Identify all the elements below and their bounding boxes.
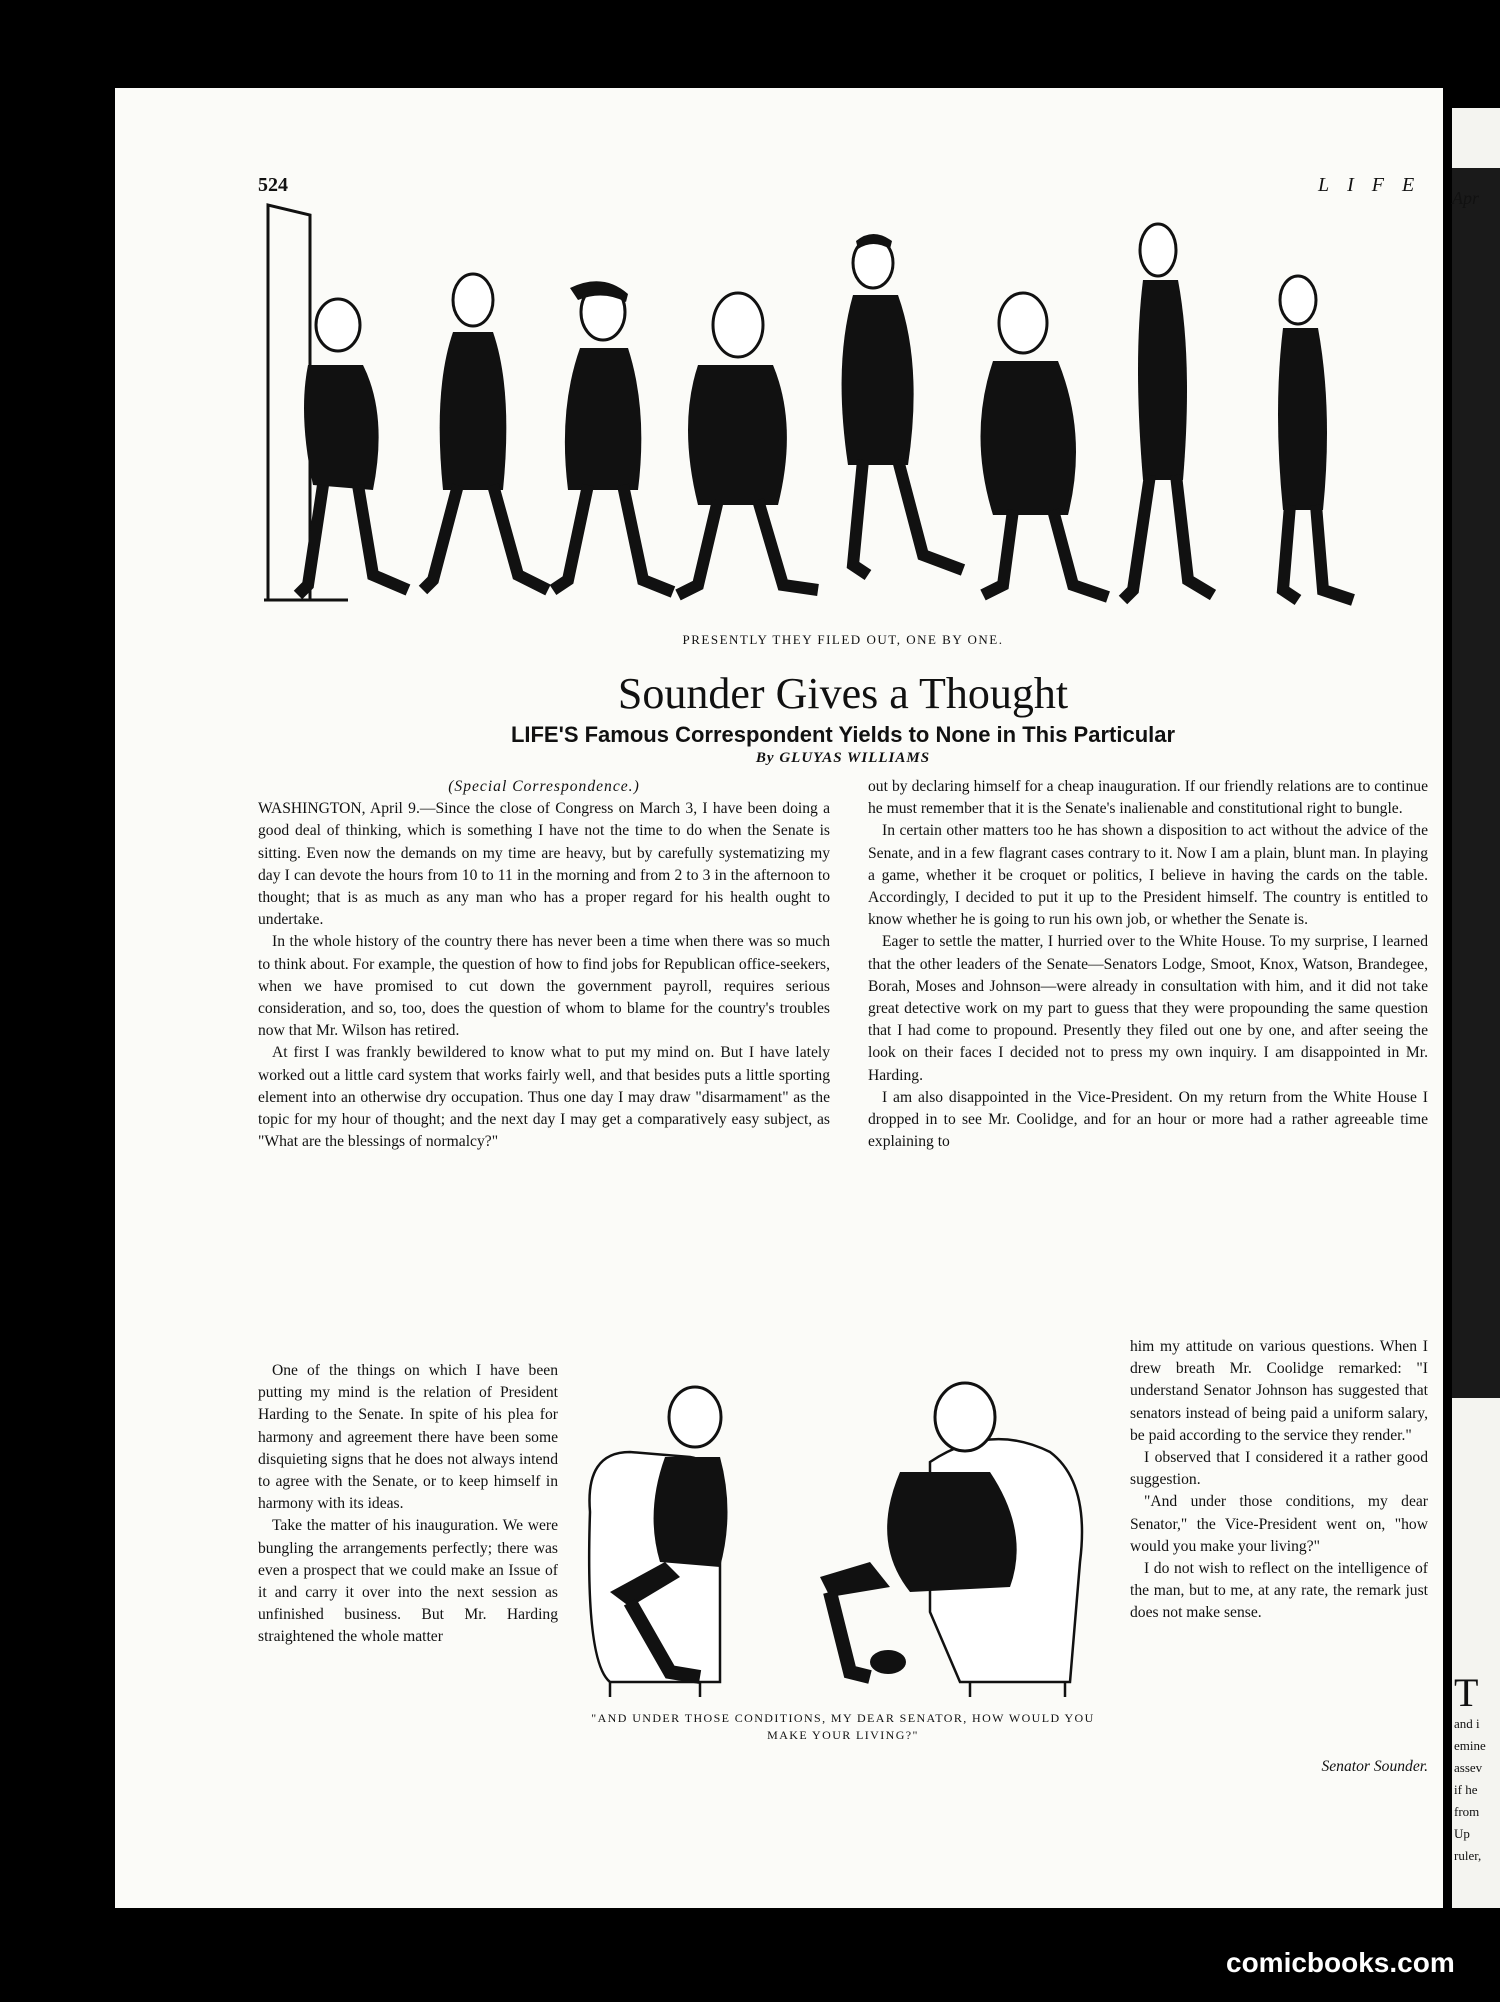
top-hat-icon	[870, 1650, 906, 1674]
adjacent-page-strip	[1452, 108, 1500, 1908]
senator-figure-4	[678, 293, 818, 595]
senator-figure-1	[298, 299, 408, 595]
adjacent-fragment: assev	[1454, 1760, 1483, 1775]
article-subtitle: LIFE'S Famous Correspondent Yields to None in This Particular	[510, 722, 1176, 747]
bottom-cartoon-caption: "AND UNDER THOSE CONDITIONS, MY DEAR SENATOR, HOW WOULD YOU MAKE YOUR LIVING?"	[591, 1711, 1095, 1742]
adjacent-fragment: emine	[1454, 1738, 1486, 1753]
paragraph: One of the things on which I have been putting my mind is the relation of President Harding to the Senate. In spite of his plea for harmony and agreement there have been some disquieting signs that he does not always intend to agree with the Senate, or to keep himself in harmony with its ideas.	[258, 1362, 558, 1513]
article-title: Sounder Gives a Thought	[617, 669, 1069, 718]
adjacent-page-dropcap: T	[1454, 1670, 1479, 1715]
article-left-column	[258, 776, 830, 1153]
article-byline: By GLUYAS WILLIAMS	[755, 750, 931, 766]
paragraph: I observed that I considered it a rather good suggestion.	[1130, 1449, 1428, 1489]
paragraph: "And under those conditions, my dear Senator," the Vice-President went on, "how would you make your living?"	[1130, 1493, 1428, 1555]
adjacent-fragment: from	[1454, 1804, 1480, 1819]
paragraph: In certain other matters too he has shown a disposition to act without the advice of the Senate, and in a few flagrant cases contrary to it. Now I am a plain, blunt man. In playing a game, whether it be croquet or politics, I believe in having the cards on the table. Accordingly, I decided to put it up to the President himself. The country is entitled to know whether he is going to run his own job, or whether the Senate is.	[868, 822, 1428, 929]
dateline-note: (Special Correspondence.)	[448, 778, 640, 795]
paragraph: Eager to settle the matter, I hurried over to the White House. To my surprise, I learned that the other leaders of the Senate—Senators Lodge, Smoot, Knox, Watson, Brandegee, Borah, Moses and Johnson—were already in consultation with him, and it did not take great detective work on my part to guess that they were propounding the same question that I had come to propound. Presently they filed out one by one, and after seeing the look on their faces I decided not to press my own inquiry. I am disappointed in Mr. Harding.	[868, 933, 1428, 1084]
armchair-conversation-cartoon	[570, 1362, 1110, 1708]
adjacent-page-text	[1454, 1713, 1486, 1867]
paragraph: Take the matter of his inauguration. We were bungling the arrangements perfectly; there was even a prospect that we could make an Issue of it and carry it over into the next session as unfinished business. But Mr. Harding straightened the whole matter	[258, 1517, 558, 1646]
adjacent-fragment: and i	[1454, 1716, 1480, 1731]
article-right-column	[868, 776, 1428, 1153]
article-left-narrow-column	[258, 1360, 558, 1649]
article-signature: Senator Sounder.	[1321, 1758, 1428, 1775]
adjacent-page-header: Apr	[1452, 188, 1479, 208]
adjacent-fragment: if he	[1454, 1782, 1478, 1797]
paragraph: him my attitude on various questions. When I drew breath Mr. Coolidge remarked: "I understand Senator Johnson has suggested that senators instead of being paid a uniform salary, be paid according to the service they render."	[1130, 1338, 1428, 1444]
paragraph: WASHINGTON, April 9.—Since the close of Congress on March 3, I have been doing a good deal of thinking, which is something I have not the time to do when the Senate is sitting. Even now the demands on my time are heavy, but by carefully systematizing my day I can devote the hours from 10 to 11 in the morning and from 2 to 3 in the afternoon to thought; that is as much as any man who has a proper regard for his health ought to undertake.	[258, 800, 830, 929]
adjacent-page-illustration	[1452, 168, 1500, 1398]
paragraph: In the whole history of the country there has never been a time when there was so much to think about. For example, the question of how to find jobs for Republican office-seekers, when we have promised to cut down the government payroll, requires serious consideration, and so, too, does the question of whom to blame for the country's troubles now that Mr. Wilson has retired.	[258, 933, 830, 1040]
senator-figure-6	[981, 293, 1109, 597]
paragraph: out by declaring himself for a cheap inauguration. If our friendly relations are to continue he must remember that it is the Senate's inalienable and constitutional right to bungle.	[868, 778, 1428, 818]
article-right-narrow-column	[1130, 1336, 1428, 1625]
senator-figure-2	[423, 274, 548, 590]
page-number: 524	[258, 174, 288, 196]
magazine-name: LIFE	[1318, 174, 1433, 196]
senator-figure-7	[1123, 224, 1213, 600]
senators-filing-out-cartoon	[258, 200, 1428, 620]
senator-figure-8	[1278, 276, 1353, 600]
paragraph: I do not wish to reflect on the intelligence of the man, but to me, at any rate, the remark just does not make sense.	[1130, 1560, 1428, 1622]
adjacent-fragment: ruler,	[1454, 1848, 1482, 1863]
paragraph: At first I was frankly bewildered to know what to put my mind on. But I have lately worked out a little card system that works fairly well, and that besides puts a little sporting element into an otherwise dry occupation. Thus one day I may draw "disarmament" as the topic for my hour of thought; and the next day I may get a comparatively easy subject, as "What are the blessings of normalcy?"	[258, 1044, 830, 1151]
top-cartoon-caption: PRESENTLY THEY FILED OUT, ONE BY ONE.	[682, 632, 1004, 647]
senator-figure-5	[842, 234, 963, 575]
paragraph: I am also disappointed in the Vice-President. On my return from the White House I dropped in to see Mr. Coolidge, and for an hour or more had a rather agreeable time explaining to	[868, 1088, 1428, 1151]
senator-figure-3	[553, 281, 673, 592]
site-watermark: comicbooks.com	[1226, 1947, 1455, 1978]
adjacent-fragment: Up	[1454, 1826, 1470, 1841]
